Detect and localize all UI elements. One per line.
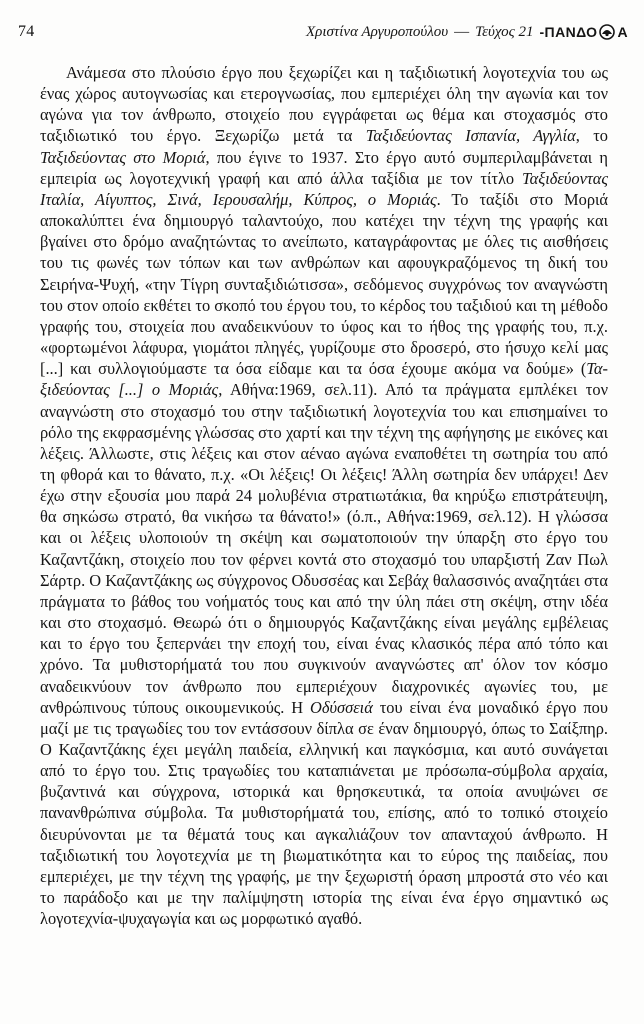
text-run: , Αθήνα:1969, σελ.11). Από τα πράγματα εμπλέκει τον αναγνώστη στο στοχασμό του στην ταξιδιωτική λογοτεχνία του και επισημαίνει το ρόλο της εκφρασμένης γλώσσας στο χαρτί και την τέχνη της αφήγησης με εικόνες και λέξεις. Άλλωστε, στις λέξεις και στον αέναο αγώνα εναποθέτει τη σωτηρία του από τη φθορά και το θάνατο, π.χ. «Οι λέξεις! Οι λέξεις! Άλλη σωτηρία δεν υπάρχει! Δεν έχω στην εξουσία μου παρά 24 μολυβένια στρατιωτάκια, θα κηρύξω επιστράτευψη, θα σηκώσω στρατό, θα νικήσω τα θάνατο!» (ό.π., Αθήνα:1969, σελ.12). Η γλώσσα και οι λέξεις υλοποιούν τη σκέψη και σωματοποιούν την ύπαρξη στο έργο του Καζαντζάκη, στοιχείο που τον φέρνει κοντά στο στοχασμό του υπαρξιστή Ζαν Πωλ Σάρτρ. Ο Καζαντζάκης ως σύγχρονος Οδυσσέας και Σεβάχ θαλασσινός αναζητάει στα πράγματα το βάθος του νοήματός τους και από την ύλη πάει στη σκέψη, στην ιδέα και στο στοχασμό. Θεωρώ ότι ο δημιουργός Καζαντζάκης είναι μεγάλης εμβέλειας και το έργο του ξεπερνάει την εποχή του, είναι ένας κλασικός πέρα από τόπο και χρόνο. Τα μυθιστορήματά του που συγκινούν αναγνώστες απ' όλον τον κόσμο αναδεικνύουν τον άνθρωπο που εμπεριέχουν διαχρονικές αγωνίες του, με ανθρώπινους τύπους οικουμενικούς. Η [40,380,608,717]
running-head-separator: — [454,23,470,40]
magazine-name: -ΠΑΝΔΟ [539,24,598,40]
text-run: . Το ταξίδι στο Μοριά αποκαλύπτει ένα δημιουργό ταλαντούχο, που κατέχει την τέχνη της γραφής και βγαίνει στο δρόμο αναζητώντας το ανείπωτο, καταγράφοντας με όλες τις αισθήσεις του τις φωνές των τόπων και των ανθρώπων και αφουγκραζόμενος τη δική του Σειρήνα-Ψυχή, «την Τίγρη συνταξιδιώτισσα», σεδόμενος συγχρόνως τον αναγνώστη του στον οποίο εκθέτει το σκοπό του έργου του, το κέρδος του ταξιδιού και τη μέθοδο γραφής του, στοιχεία που αναδεικνύουν το ύφος και το ήθος της γραφής του, π.χ. «φορτωμένοι λάφυρα, γιομάτοι πληγές, γυρίζουμε στο δροσερό, στο ήσυχο κελί μας [...] και συλλογιούμαστε τα όσα είδαμε και τα όσα έχουμε ακόμα να δούμε» ( [40,189,608,379]
book-title-moria: Ταξιδεύοντας στο Μοριά [40,147,206,167]
running-head [306,24,628,41]
text-run: , το [575,126,609,146]
book-title-spain-england: Ταξιδεύοντας Ισπανία, Αγγλία [365,126,576,146]
citation-title: Ταξιδεύοντας [...] ο Μοριάς [40,359,608,400]
article-body [40,62,608,929]
text-run: , που έγινε το 1937. Στο έργο αυτό συμπεριλαμβάνεται η εμπειρία ως λογοτεχνική γραφή και από άλλα ταξίδια με τον τίτλο [40,147,609,188]
running-head-issue: Τεύχος 21 [475,23,534,40]
article-paragraph [40,62,608,929]
book-title-italy-egypt: Ταξιδεύοντας Ιταλία, Αίγυπτος, Σινά, Ιερουσαλήμ, Κύπρος, ο Μοριάς [40,168,608,209]
page-header [18,18,628,46]
magazine-name-end: Α [617,24,628,40]
text-run: Ανάμεσα στο πλούσιο έργο που ξεχωρίζει και η ταξιδιωτική λογοτεχνία του ως ένας χώρος αυτογνωσίας και ετερογνωσίας, που εμπεριέχει όλη την αγωνία και τον αγώνα για τον άνθρωπο, στοιχείο που εγγράφεται ως θέμα και στοχασμός στο ταξιδιωτικό του έργο. Ξεχωρίζω μετά τα [40,63,608,146]
book-title-odyssey: Οδύσσειά [310,697,373,717]
text-run: του είναι ένα μοναδικό έργο που μαζί με τις τραγωδίες του τον εντάσσουν δίπλα σε έναν δημιουργό, όπως το Σαίξπηρ. Ο Καζαντζάκης έχει μεγάλη παιδεία, ελληνική και παγκόσμια, και αυτό συνάγεται από το έργο του. Στις τραγωδίες του καταπιάνεται με πρόσωπα-σύμβολα αρχαία, βυζαντινά και σύγχρονα, ιστορικά και θρησκευτικά, τα οποία ανυψώνει σε πανανθρώπινα σύμβολα. Τα μυθιστορήματά του, επίσης, από το τοπικό στοιχείο διευρύνονται με τα θέματά τους και αγκαλιάζουν τον απανταχού άνθρωπο. Η ταξιδιωτική του λογοτεχνία με τη βιωματικότητα και το εύρος της παιδείας, που εμπεριέχει, με την τέχνη της γραφής, με την ξεχωριστή όραση μπροστά στο νέο και το παράδοξο και με την παλίμψηστη ιστορία της είναι ένα έργο σημαντικό ως λογοτεχνία-ψυχαγωγία και ως μορφωτικό αγαθό. [40,697,608,929]
magazine-logo [540,24,629,40]
pandora-logo-icon [599,24,615,40]
running-head-author: Χριστίνα Αργυροπούλου [305,23,449,40]
page-number: 74 [18,23,35,40]
